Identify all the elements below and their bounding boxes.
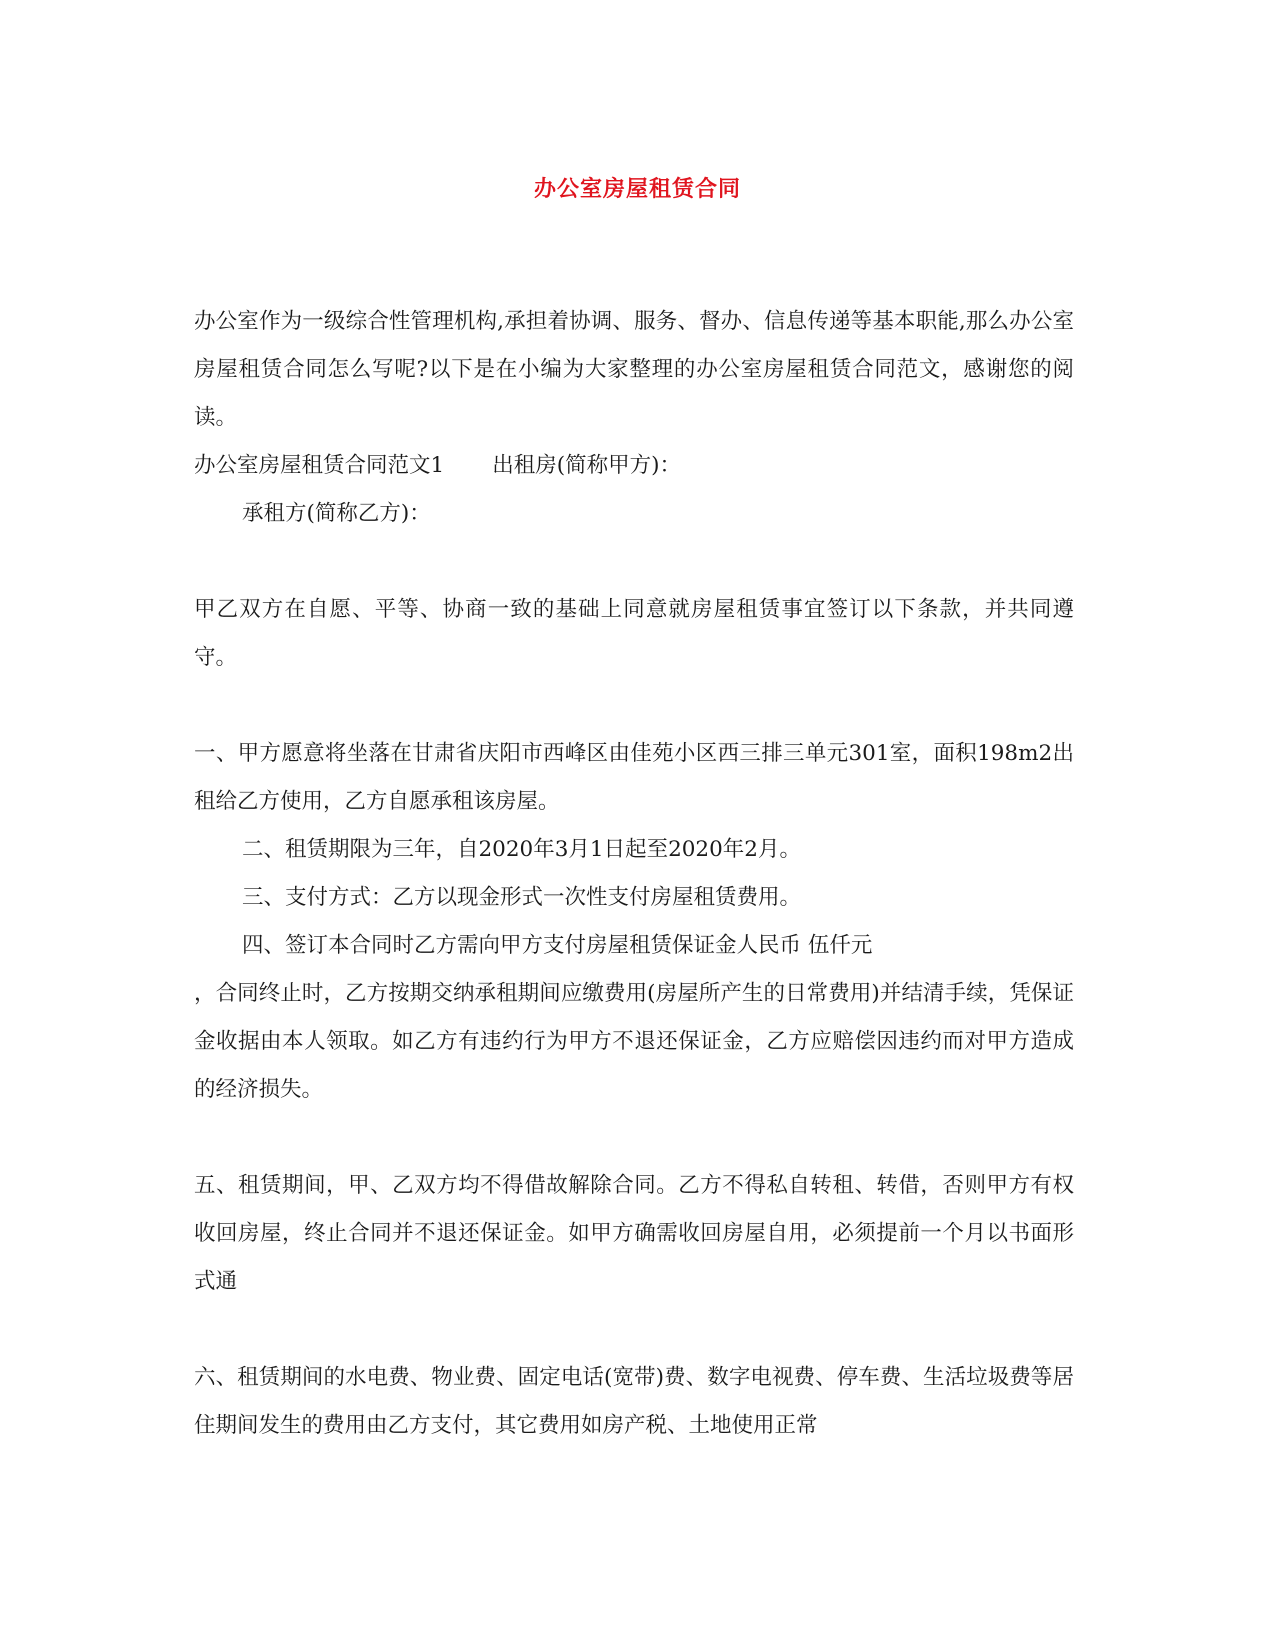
spacer <box>194 682 1074 730</box>
spacer <box>194 1306 1074 1354</box>
lessor-label: 出租房(简称甲方)： <box>492 453 681 478</box>
spacer <box>194 538 1074 586</box>
document-body <box>194 298 1074 1450</box>
lessee-label: 承租方(简称乙方)： <box>242 501 431 526</box>
sample-heading: 办公室房屋租赁合同范文1 <box>194 453 445 478</box>
clause-5: 五、租赁期间，甲、乙双方均不得借故解除合同。乙方不得私自转租、转借，否则甲方有权收回房屋，终止合同并不退还保证金。如甲方确需收回房屋自用，必须提前一个月以书面形式通 <box>194 1173 1074 1294</box>
clause-4-continued: ，合同终止时，乙方按期交纳承租期间应缴费用(房屋所产生的日常费用)并结清手续，凭保证金收据由本人领取。如乙方有违约行为甲方不退还保证金，乙方应赔偿因违约而对甲方造成的经济损失。 <box>194 981 1074 1102</box>
clause-1: 一、甲方愿意将坐落在甘肃省庆阳市西峰区由佳苑小区西三排三单元301室，面积198m2出租给乙方使用，乙方自愿承租该房屋。 <box>194 741 1074 814</box>
clause-2: 二、租赁期限为三年，自2020年3月1日起至2020年2月。 <box>242 837 801 862</box>
clause-4-first-line: 四、签订本合同时乙方需向甲方支付房屋租赁保证金人民币 伍仟元 <box>242 933 873 958</box>
sample-heading-line <box>194 442 1074 490</box>
spacer <box>194 1114 1074 1162</box>
document-title: 办公室房屋租赁合同 <box>533 176 741 202</box>
clause-6: 六、租赁期间的水电费、物业费、固定电话(宽带)费、数字电视费、停车费、生活垃圾费等居住期间发生的费用由乙方支付，其它费用如房产税、土地使用正常 <box>194 1365 1074 1438</box>
clause-3: 三、支付方式：乙方以现金形式一次性支付房屋租赁费用。 <box>242 885 802 910</box>
agreement-paragraph: 甲乙双方在自愿、平等、协商一致的基础上同意就房屋租赁事宜签订以下条款，并共同遵守。 <box>194 597 1074 670</box>
intro-paragraph: 办公室作为一级综合性管理机构,承担着协调、服务、督办、信息传递等基本职能,那么办公室房屋租赁合同怎么写呢?以下是在小编为大家整理的办公室房屋租赁合同范文，感谢您的阅读。 <box>194 309 1074 430</box>
